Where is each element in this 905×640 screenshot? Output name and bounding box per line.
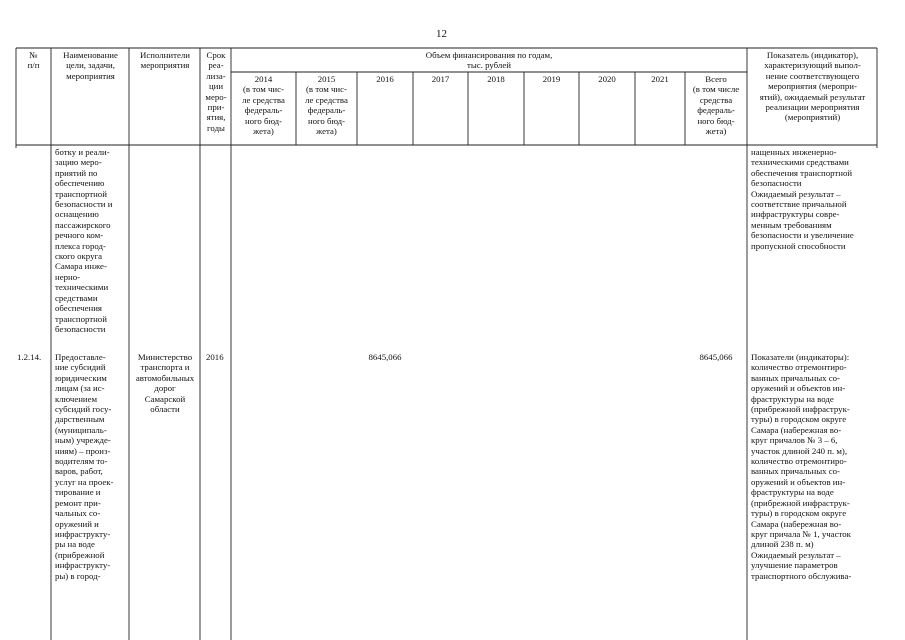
- page-number: 12: [436, 28, 447, 40]
- header-year-2015: 2015 (в том чис- ле средства федераль- ного бюд- жета): [305, 74, 348, 137]
- row-indicator: Показатели (индикаторы): количество отремонтиро- ванных причальных со- оружений и объектов ин- фраструктуры на воде (прибрежной инфраструк- туры) в городском округе Самара (набережная во- круг причалов № 3 – 6, участок длиной 240 п. м), количество отремонтиро- ванных причальных со- оружений и объектов ин- фраструктуры на воде (прибрежной инфраструк- туры) в городском округе Самара (набережная во- круг причала № 1, участок длиной 238 п. м) Ожидаемый результат – улучшение параметров транспортного обслужива-: [751, 352, 852, 581]
- header-year-2019: 2019: [542, 74, 561, 84]
- header-funding-title: Объем финансирования по годам, тыс. рублей: [425, 50, 553, 71]
- row-term: 2016: [206, 352, 224, 362]
- header-year-2020: 2020: [598, 74, 616, 84]
- header-year-2021: 2021: [651, 74, 669, 84]
- header-num: № п/п: [27, 50, 40, 71]
- header-year-2018: 2018: [487, 74, 505, 84]
- row-executor: Министерство транспорта и автомобильных дорог Самарской области: [135, 352, 195, 415]
- header-term: Срок реа- лиза- ции меро- при- ятия, годы: [205, 50, 227, 133]
- continued-row-indicator: нащенных инженерно- техническими средствами обеспечения транспортной безопасности Ожидаемый результат – соответствие причальной инфраструктуры совре- менным требованиям безопасности и увеличение пропускной способности: [751, 147, 854, 251]
- row-amount-total: 8645,066: [699, 352, 733, 362]
- continued-row-name: ботку и реали- зацию меро- приятий по обеспечению транспортной безопасности и оснащению пассажирского речного ком- плекса город- ского округа Самара инже- нерно- техническими средствами обеспечения транспортной безопасности: [55, 147, 113, 334]
- header-indicator: Показатель (индикатор), характеризующий выпол- нение соответствующего мероприятия (меропри- ятий), ожидаемый результат реализации мероприятия (мероприятий): [759, 50, 866, 123]
- header-name: Наименование цели, задачи, мероприятия: [63, 50, 118, 81]
- header-year-2017: 2017: [431, 74, 450, 84]
- row-amount-2016: 8645,066: [368, 352, 402, 362]
- header-total: Всего (в том числе средства федераль- ного бюд- жета): [692, 74, 740, 137]
- row-number: 1.2.14.: [17, 352, 42, 362]
- row-name: Предоставле- ние субсидий юридическим лицам (за ис- ключением субсидий госу- дарственным (муниципаль- ным) учрежде- ниям) – произ- водителям то- варов, работ, услуг на проек- тирование и ремонт при- чальных со- оружений и инфраструкту- ры на воде (прибрежной инфраструкту- ры) в город-: [55, 352, 114, 581]
- header-year-2014: 2014 (в том чис- ле средства федераль- ного бюд- жета): [242, 74, 285, 137]
- header-executors: Исполнители мероприятия: [140, 50, 190, 71]
- header-year-2016: 2016: [376, 74, 394, 84]
